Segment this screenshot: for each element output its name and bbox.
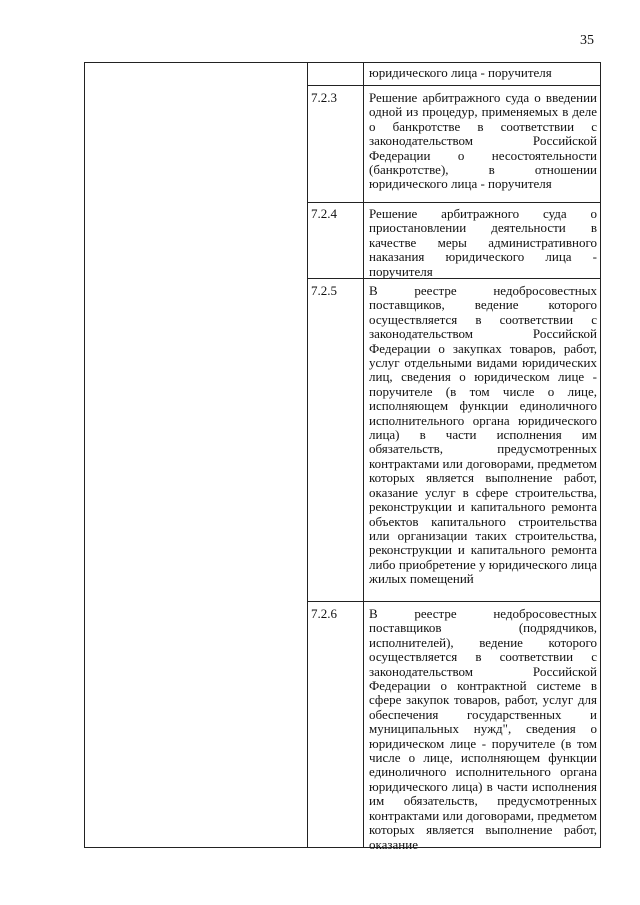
row-separator: [307, 601, 600, 602]
row-text-7-2-3: Решение арбитражного суда о введении одной из процедур, применяемых в деле о банкротстве в соответствии с законодательством Российской Федерации о несостоятельности (банкротстве), в отношении юридического лица - поручителя: [369, 90, 597, 192]
row-text-7-2-6: В реестре недобросовестных поставщиков (подрядчиков, исполнителей), ведение которого осуществляется в соответствии с законодательством Российской Федерации о контрактной системе в сфере закупок товаров, работ, услуг для обеспечения государственных и муниципальных нужд", сведения о юридическом лице - поручителе (в том числе о лице, исполняющем функции единоличного исполнительного органа юридического лица) в части исполнения им обязательств, предусмотренных контрактами или договорами, предметом которых является выполнение работ, оказание: [369, 606, 597, 852]
column-divider-left: [307, 63, 308, 848]
continuation-text: юридического лица - поручителя: [369, 65, 552, 80]
row-text-7-2-4: Решение арбитражного суда о приостановлении деятельности в качестве меры административного наказания юридического лица - поручителя: [369, 206, 597, 279]
row-separator: [307, 85, 600, 86]
row-number-7-2-4: 7.2.4: [311, 206, 337, 221]
row-separator: [307, 202, 600, 203]
document-table: [84, 62, 601, 852]
column-divider-right: [363, 63, 364, 848]
row-text-7-2-5: В реестре недобросовестных поставщиков, ведение которого осуществляется в соответствии с законодательством Российской Федерации о закупках товаров, работ, услуг отдельными видами юридических лиц, сведения о юридическом лице - поручителе (в том числе о лице, исполняющем функции единоличного исполнительного органа юридического лица) в части исполнения им обязательств, предусмотренных контрактами или договорами, предметом которых является выполнение работ, оказание услуг в сфере строительства, реконструкции и капитального ремонта объектов капитального строительства или организации таких строительства, реконструкции и капитального ремонта либо приобретение у юридического лица жилых помещений: [369, 283, 597, 587]
row-number-7-2-3: 7.2.3: [311, 90, 337, 105]
row-number-7-2-5: 7.2.5: [311, 283, 337, 298]
page-number: 35: [580, 33, 594, 48]
row-separator: [307, 278, 600, 279]
row-number-7-2-6: 7.2.6: [311, 606, 337, 621]
